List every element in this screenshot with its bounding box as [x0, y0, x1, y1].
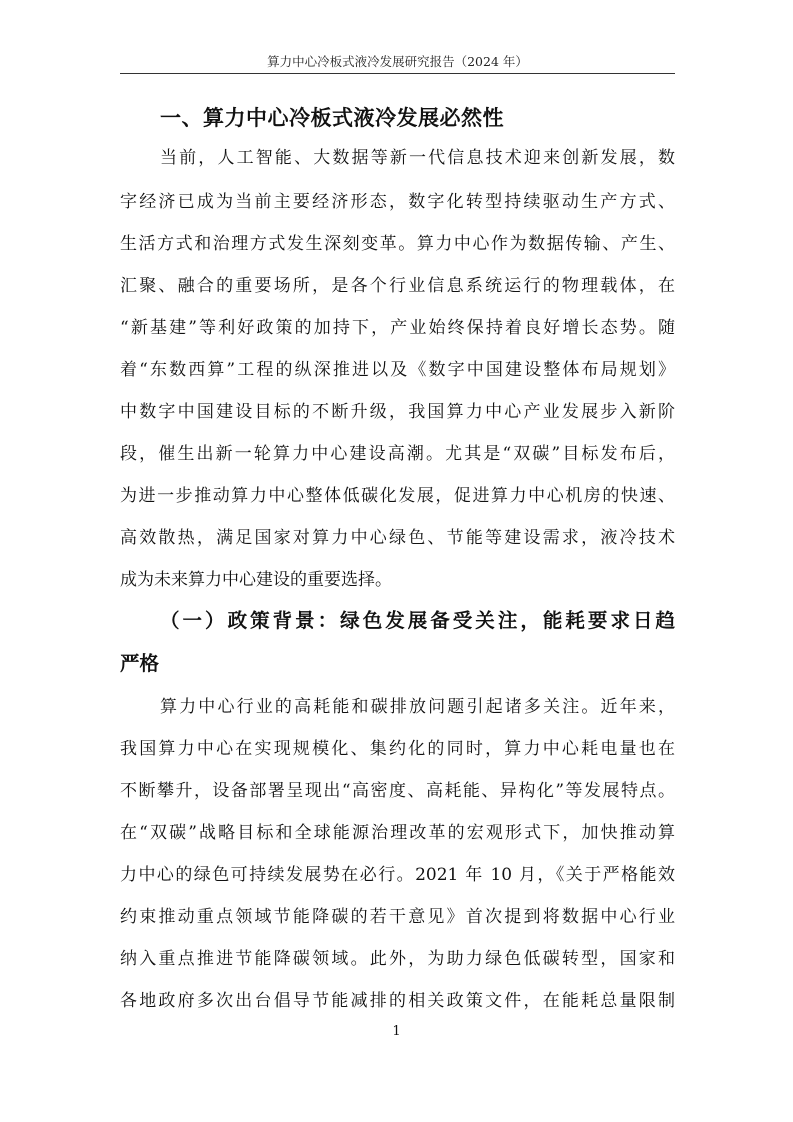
- paragraph-line: 纳入重点推进节能降碳领域。此外，为助力绿色低碳转型，国家和: [120, 949, 675, 969]
- paragraph-line: 算力中心行业的高耗能和碳排放问题引起诸多关注。近年来，: [160, 697, 675, 717]
- paragraph-line: 高效散热，满足国家对算力中心绿色、节能等建设需求，液冷技术: [120, 528, 675, 548]
- paragraph-line: 字经济已成为当前主要经济形态，数字化转型持续驱动生产方式、: [120, 192, 675, 212]
- paragraph-line: 段，催生出新一轮算力中心建设高潮。尤其是“双碳”目标发布后，: [120, 444, 675, 464]
- page-header: 算力中心冷板式液冷发展研究报告（2024 年）: [267, 54, 528, 69]
- subsection-heading-line: （一）政策背景：绿色发展备受关注，能耗要求日趋: [160, 609, 675, 632]
- paragraph-line: 我国算力中心在实现规模化、集约化的同时，算力中心耗电量也在: [120, 739, 675, 759]
- paragraph-line: 在“双碳”战略目标和全球能源治理改革的宏观形式下，加快推动算: [120, 823, 675, 843]
- paragraph-line: 不断攀升，设备部署呈现出“高密度、高耗能、异构化”等发展特点。: [120, 781, 675, 801]
- paragraph-line: 成为未来算力中心建设的重要选择。: [120, 570, 392, 590]
- subsection-heading-line: 严格: [120, 652, 160, 675]
- paragraph-line: 约束推动重点领域节能降碳的若干意见》首次提到将数据中心行业: [120, 907, 675, 927]
- section-heading: 一、算力中心冷板式液冷发展必然性: [160, 106, 504, 130]
- header-divider: [120, 73, 675, 74]
- paragraph-line: 中数字中国建设目标的不断升级，我国算力中心产业发展步入新阶: [120, 402, 675, 422]
- paragraph-line: 力中心的绿色可持续发展势在必行。2021 年 10 月，《关于严格能效: [120, 865, 675, 885]
- paragraph-line: 汇聚、融合的重要场所，是各个行业信息系统运行的物理载体，在: [120, 276, 675, 296]
- paragraph-line: 各地政府多次出台倡导节能减排的相关政策文件，在能耗总量限制: [120, 991, 675, 1011]
- page-number: 1: [392, 1024, 401, 1039]
- paragraph-line: 着“东数西算”工程的纵深推进以及《数字中国建设整体布局规划》: [120, 360, 675, 380]
- paragraph-line: 为进一步推动算力中心整体低碳化发展，促进算力中心机房的快速、: [120, 486, 675, 506]
- paragraph-line: 生活方式和治理方式发生深刻变革。算力中心作为数据传输、产生、: [120, 234, 675, 254]
- paragraph-line: 当前，人工智能、大数据等新一代信息技术迎来创新发展，数: [160, 148, 675, 168]
- paragraph-line: “新基建”等利好政策的加持下，产业始终保持着良好增长态势。随: [120, 318, 675, 338]
